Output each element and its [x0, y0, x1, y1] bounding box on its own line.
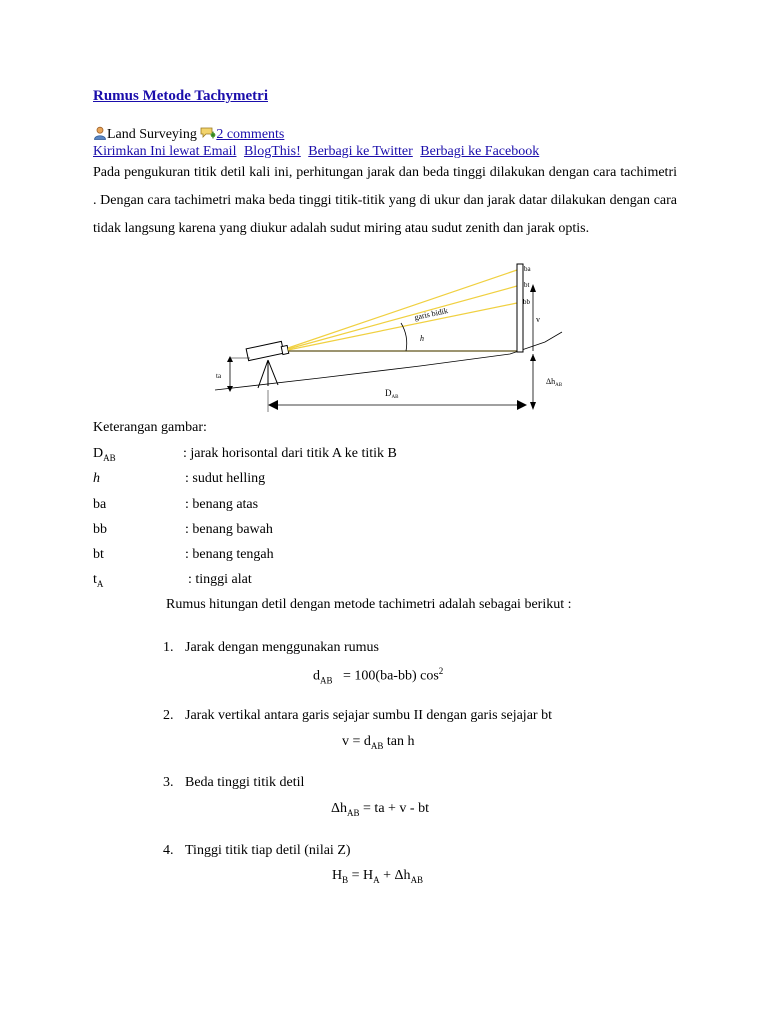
comments-link[interactable]: 2 comments	[216, 127, 285, 142]
intro-paragraph: Pada pengukuran titik detil kali ini, perhitungan jarak dan beda tinggi dilakukan dengan cara tachimetri . Dengan cara tachimetri maka beda tinggi titik-titik yang di ukur dan jarak datar dilakukan dengan cara tidak langsung karena yang diukur adalah sudut miring atau sudut zenith dan jarak optis.	[93, 165, 677, 236]
post-label: Land Surveying	[107, 127, 197, 142]
leveling-staff	[517, 264, 523, 352]
share-email-link[interactable]: Kirimkan Ini lewat Email	[93, 144, 237, 159]
share-links	[93, 143, 543, 160]
share-twitter-link[interactable]: Berbagi ke Twitter	[308, 144, 413, 159]
svg-text:DAB: $D_{AB}$	[385, 388, 399, 400]
garis-bidik-label: garis bidik	[413, 306, 449, 322]
svg-text:ba: ba	[524, 265, 531, 273]
share-blogthis-link[interactable]: BlogThis!	[243, 144, 301, 159]
rumus-intro: Rumus hitungan detil dengan metode tachimetri adalah sebagai berikut :	[166, 597, 572, 612]
svg-text:bb: bb	[523, 298, 530, 306]
formula-jarak: $d_{AB} = 100(ba-bb)$ $\cos^2$	[313, 666, 444, 686]
tripod	[258, 360, 278, 388]
svg-text:ΔhAB: $\Delta h_{AB}$	[546, 377, 563, 388]
svg-text:ta: ta	[216, 372, 222, 380]
svg-text:bt: bt	[524, 281, 530, 289]
svg-text:v: v	[536, 315, 540, 324]
sight-lines	[288, 270, 517, 351]
ground-line	[215, 332, 562, 390]
angle-h-label: h	[420, 334, 424, 343]
tachymetry-diagram	[210, 262, 570, 419]
formula-beda-tinggi: $\Delta h_{AB}$ = ta + v - bt	[331, 801, 429, 818]
keterangan-title: Keterangan gambar:	[93, 420, 207, 435]
post-title[interactable]: Rumus Metode Tachymetri	[93, 88, 268, 104]
formula-tinggi-titik: $H_B = H_A + \Delta h_{AB}$	[332, 868, 424, 885]
formula-vertikal: $v = d_{AB}$ tan h	[342, 734, 415, 751]
share-facebook-link[interactable]: Berbagi ke Facebook	[420, 144, 540, 159]
telescope	[246, 341, 284, 360]
